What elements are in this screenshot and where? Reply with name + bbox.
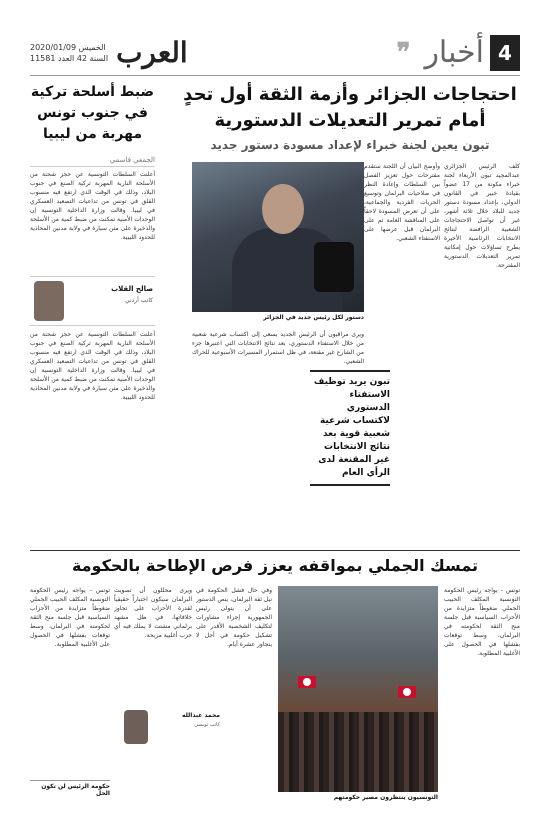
side-author-box (30, 276, 155, 326)
section-header (396, 35, 520, 71)
side-body: أعلنت السلطات التونسية عن حجز شحنة من الأسلحة النارية المهربة تركية الصنع في جنوب البلاد، وذلك في الوقت الذي ارتفع فيه منسوب القلق في تونس من تداعيات التصعيد العسكري في ليبيا. وقالت وزارة الداخلية التونسية إن الوحدات الأمنية تمكنت من ضبط كمية من الأسلحة والذخيرة على متن سيارة في ولاية مدنين المحاذية للحدود الليبية. (30, 171, 155, 241)
author-avatar (34, 281, 64, 321)
bottom-headline: تمسك الجملي بمواقفه يعزز فرص الإطاحة بالحكومة (71, 556, 479, 575)
author-name: محمد عبدالله (181, 712, 220, 719)
lead-subheadline: تبون يعين لجنة خبراء لإعداد مسودة دستور جديد (210, 138, 490, 152)
flag-icon (398, 686, 416, 698)
bottom-footer-note: حكومة الرئيس لن تكون الحل (30, 780, 110, 797)
author-title: كاتب تونسي (194, 722, 220, 728)
microphones (314, 242, 354, 292)
section-divider (30, 550, 520, 551)
protest-photo (278, 586, 438, 792)
flag-icon (298, 676, 316, 688)
issue-number: السنة 42 العدد 11581 (30, 53, 109, 63)
lead-column-2: وأوضح البيان أن اللجنة ستقدم مقترحات حول تعزيز الفصل بين السلطات وإعادة النظر في صلاحيات البرلمان وتوسيع الحريات الفردية والجماعية، على أن تعرض المسودة لاحقاً على المناقشة العامة ثم على البرلمان قبل عرضها على الاستفتاء الشعبي. (364, 163, 440, 242)
issue-info (30, 42, 108, 64)
side-headline: ضبط أسلحة تركية في جنوب تونس مهربة من ليبيا (30, 84, 155, 142)
lead-photo (192, 162, 364, 312)
pull-quote: تبون يريد توظيف الاستفتاء الدستوري لاكتساب شرعية شعبية قوية بعد نتائج الانتخابات غير المقنعة لدى الرأي العام (310, 370, 390, 486)
bottom-author-box (120, 708, 220, 752)
section-name: أخبار (424, 35, 484, 70)
lead-headline: احتجاجات الجزائر وأزمة الثقة أول تحدٍ أمام تمرير التعديلات الدستورية (183, 84, 517, 131)
bottom-column-3: وفي حال فشل الحكومة في نيل ثقة البرلمان، ينص الدستور على أن يتولى رئيس الجمهورية إجراء مشاورات لتكليف الشخصية الأقدر على تشكيل حكومة في أجل لا يتجاوز عشرة أيام. (196, 587, 272, 648)
issue-date: الخميس 2020/01/09 (30, 42, 106, 52)
bottom-column-4: ويرى محللون أن تصويت البرلمان سيكون اختباراً حقيقياً لقدرة الأحزاب على تجاوز خلافاتها، في ظل مشهد برلماني مشتت لا يملك فيه أي حزب أغلبية مريحة. (114, 587, 192, 639)
lead-column-1: كلف الرئيس الجزائري عبدالمجيد تبون الأربعاء لجنة خبراء مكونة من 17 عضواً بقيادة خبير في القانون الدولي، بإعداد مسودة دستور جديد للبلاد خلال ثلاثة أشهر، غير أن تواصل الاحتجاجات الشعبية الرافضة لنتائج الانتخابات الرئاسية الأخيرة يطرح تساؤلات حول إمكانية تمرير التعديلات الدستورية المقترحة. (444, 163, 520, 269)
masthead (30, 30, 520, 76)
bottom-column-1: تونس - يواجه رئيس الحكومة التونسية المكلف الحبيب الجملي ضغوطاً متزايدة من الأحزاب السياسية قبل جلسة منح الثقة لحكومته في البرلمان، وسط توقعات بفشلها في الحصول على الأغلبية المطلوبة. (444, 587, 520, 657)
crowd (278, 712, 438, 792)
bottom-photo-caption: التونسيون ينتظرون مصير حكومتهم (333, 794, 438, 801)
speaker-head (262, 184, 304, 234)
author-name: صالح القلاب (111, 285, 153, 293)
author-title: كاتب أردني (124, 297, 153, 304)
newspaper-logo: العرب (116, 36, 188, 69)
page-number: 4 (490, 35, 520, 71)
lead-column-3: ويرى مراقبون أن الرئيس الجديد يسعى إلى اكتساب شرعية شعبية من خلال الاستفتاء الدستوري، بعد نتائج الانتخابات التي اعتبرها جزء من الشارع غير مقنعة، في ظل استمرار المسيرات الأسبوعية للحراك الشعبي. (192, 331, 364, 365)
brand-block (30, 36, 188, 69)
bottom-column-5: تونس - يواجه رئيس الحكومة التونسية المكلف الحبيب الجملي ضغوطاً متزايدة من الأحزاب السياسية قبل جلسة منح الثقة لحكومته في البرلمان، وسط توقعات بفشلها في الحصول على الأغلبية المطلوبة. (30, 587, 110, 648)
lead-photo-caption: دستور لكل رئيس جديد في الجزائر (263, 314, 364, 321)
quote-mark-icon: ❞ (396, 37, 411, 68)
author-avatar (124, 710, 148, 744)
side-body-continued: أعلنت السلطات التونسية عن حجز شحنة من الأسلحة النارية المهربة تركية الصنع في جنوب البلاد، وذلك في الوقت الذي ارتفع فيه منسوب القلق في تونس من تداعيات التصعيد العسكري في ليبيا. وقالت وزارة الداخلية التونسية إن الوحدات الأمنية تمكنت من ضبط كمية من الأسلحة والذخيرة على متن سيارة في ولاية مدنين المحاذية للحدود الليبية. (30, 331, 155, 401)
side-byline: الجمعي قاسمي (30, 156, 155, 167)
